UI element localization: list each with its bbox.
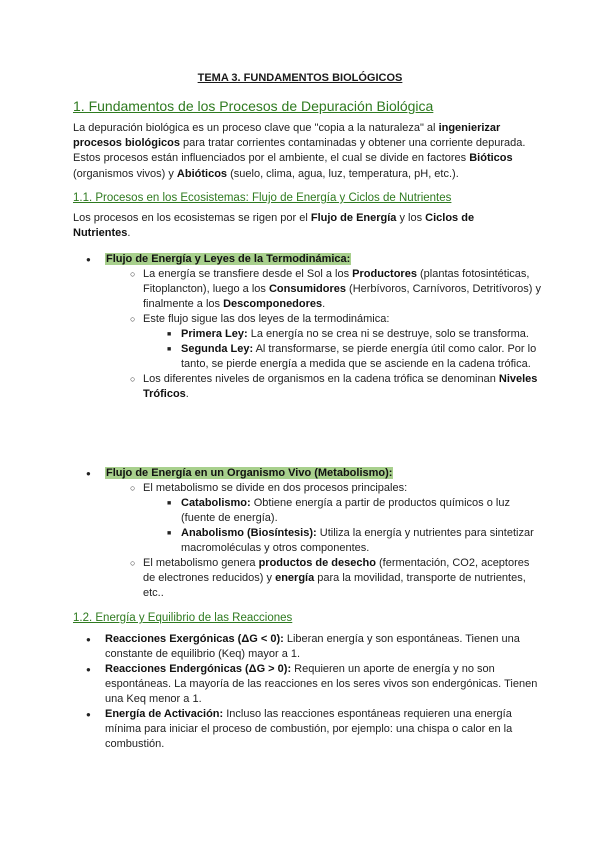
list-item: ○ El metabolismo genera productos de desecho (fermentación, CO2, aceptores de electrones reducidos) y energía para la movilidad, transporte de nutrientes, etc.. — [73, 556, 543, 601]
list-item: ■ Anabolismo (Biosíntesis): Utiliza la energía y nutrientes para sintetizar macromoléculas y otros componentes. — [73, 526, 543, 556]
list-item: ● Reacciones Exergónicas (ΔG < 0): Liberan energía y son espontáneas. Tienen una constante de equilibrio (Keq) mayor a 1. — [73, 632, 543, 662]
list-item: ■ Segunda Ley: Al transformarse, se pierde energía útil como calor. Por lo tanto, se pierde energía a medida que se asciende en la cadena trófica. — [73, 342, 543, 372]
section-1-heading: 1. Fundamentos de los Procesos de Depuración Biológica — [73, 98, 434, 114]
section-1-1-intro: Los procesos en los ecosistemas se rigen por el Flujo de Energía y los Ciclos de Nutrientes. — [73, 212, 475, 240]
list-item — [73, 466, 543, 601]
reactions-list — [73, 632, 543, 752]
document-title: TEMA 3. FUNDAMENTOS BIOLÓGICOS — [197, 72, 403, 84]
section-1-2-heading: 1.2. Energía y Equilibrio de las Reacciones — [73, 612, 293, 624]
list-item: ○ Este flujo sigue las dos leyes de la termodinámica: ■ Primera Ley: La energía no se crea ni se destruye, solo se transforma. ■ Segunda Ley: Al transformarse, se pierde energía útil como calor. Por lo tanto, se pierde energía a medida que se asciende en la cadena trófica. — [73, 312, 543, 372]
section-1-intro: La depuración biológica es un proceso clave que "copia a la naturaleza" al ingenierizar procesos biológicos para tratar corrientes contaminadas y obtener una corriente depurada. Estos procesos están influenciados por el ambiente, el cual se divide en factores Bióticos (organismos vivos) y Abióticos (suelo, clima, agua, luz, temperatura, pH, etc.). — [73, 122, 526, 180]
list-item: ● Reacciones Endergónicas (ΔG > 0): Requieren un aporte de energía y no son espontáneas. La mayoría de las reacciones en los seres vivos son endergónicas. Tienen una Keq menor a 1. — [73, 662, 543, 707]
list-item: ● Energía de Activación: Incluso las reacciones espontáneas requieren una energía mínima para iniciar el proceso de combustión, por ejemplo: una chispa o calor en la combustión. — [73, 707, 543, 752]
list-item — [73, 252, 543, 402]
list-item: ○ Los diferentes niveles de organismos en la cadena trófica se denominan Niveles Tróficos. — [73, 372, 543, 402]
metabolism-list — [73, 466, 543, 601]
section-1-1-heading: 1.1. Procesos en los Ecosistemas: Flujo de Energía y Ciclos de Nutrientes — [73, 192, 452, 204]
list-item: ○ El metabolismo se divide en dos procesos principales: ■ Catabolismo: Obtiene energía a partir de productos químicos o luz (fuente de energía). ■ Anabolismo (Biosíntesis): Utiliza la energía y nutrientes para sintetizar macromoléculas y otros componentes. — [73, 481, 543, 556]
highlighted-topic: Flujo de Energía y Leyes de la Termodinámica: — [106, 253, 351, 265]
list-item: ■ Primera Ley: La energía no se crea ni se destruye, solo se transforma. — [73, 327, 543, 342]
list-item: ○ La energía se transfiere desde el Sol a los Productores (plantas fotosintéticas, Fitoplancton), luego a los Consumidores (Herbívoros, Carnívoros, Detritívoros) y finalmente a los Descomponedores. — [73, 267, 543, 312]
highlighted-topic: Flujo de Energía en un Organismo Vivo (Metabolismo): — [106, 467, 393, 479]
energy-flow-list — [73, 252, 543, 402]
list-item: ■ Catabolismo: Obtiene energía a partir de productos químicos o luz (fuente de energía). — [73, 496, 543, 526]
